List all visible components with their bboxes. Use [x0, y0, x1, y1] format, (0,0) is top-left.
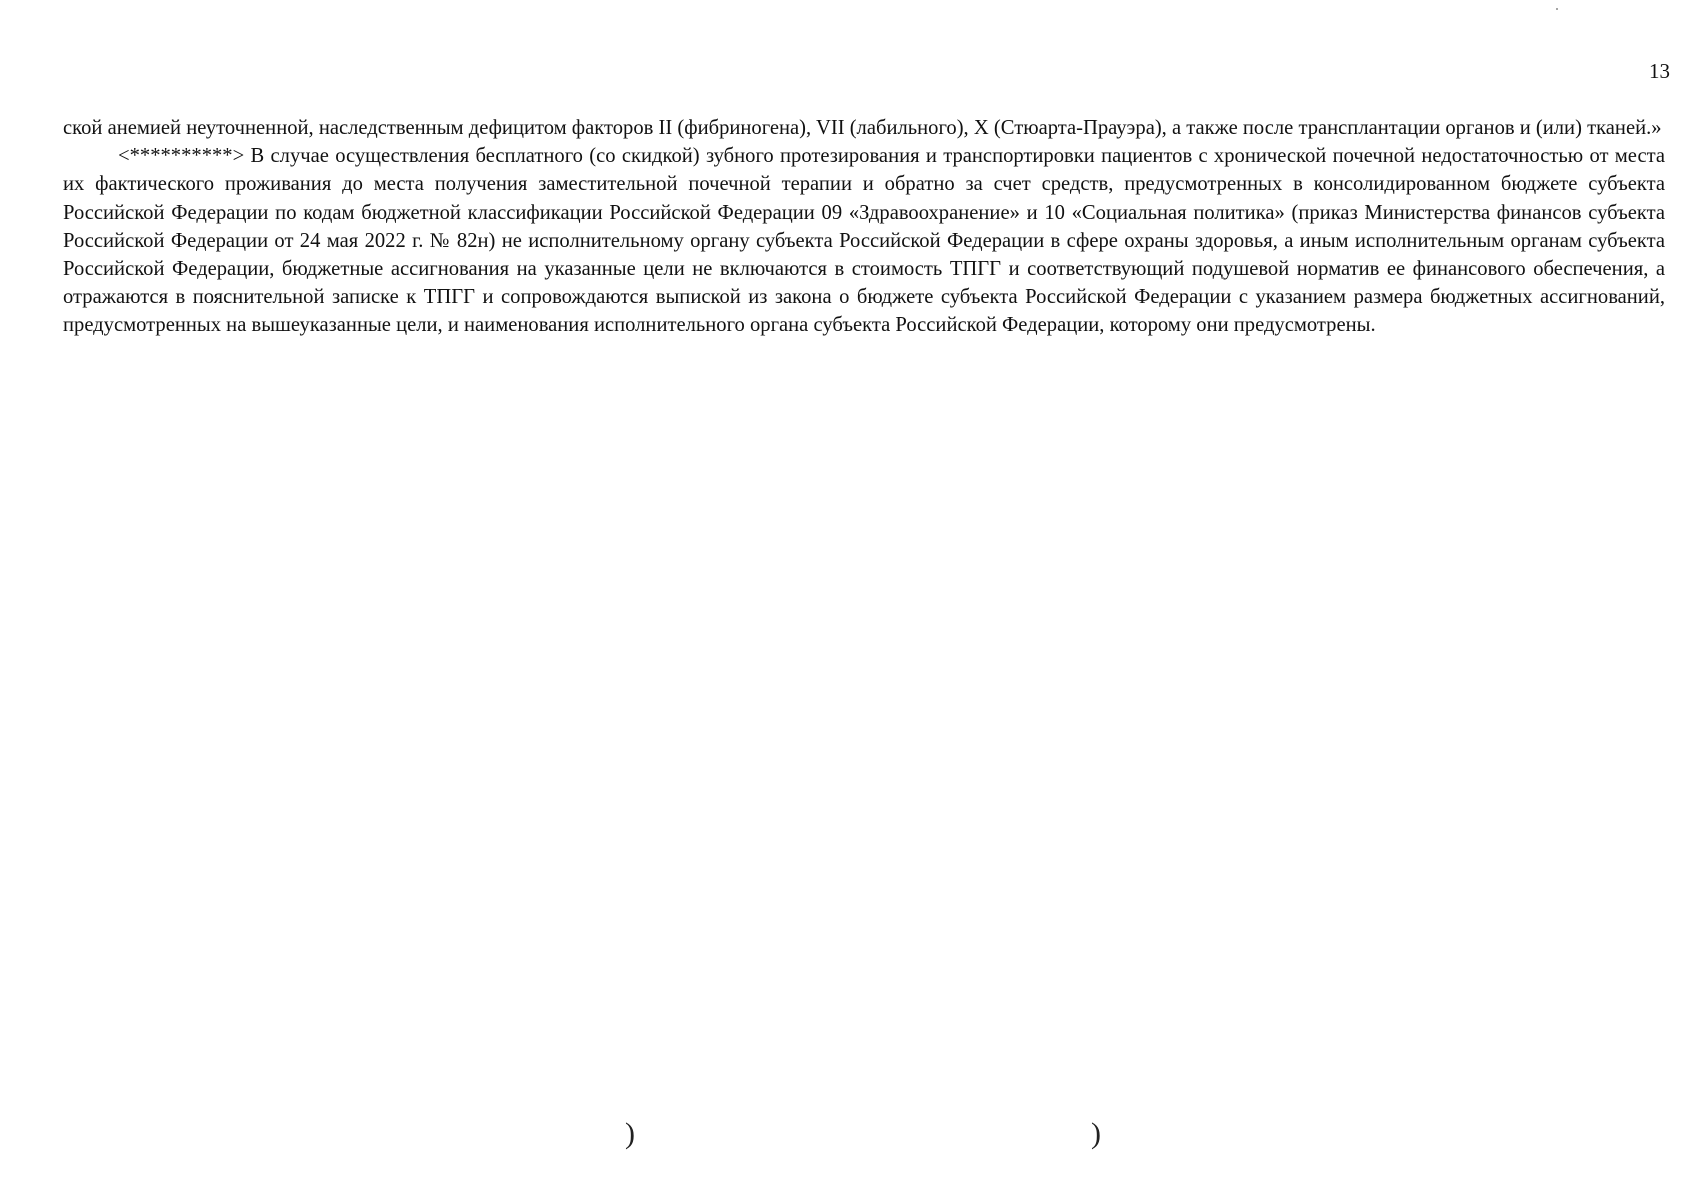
scan-speck: [1556, 8, 1558, 10]
document-body: [63, 114, 1665, 340]
scan-mark: ): [625, 1117, 635, 1150]
paragraph-footnote: <**********> В случае осуществления бесплатного (со скидкой) зубного протезирования и транспортировки пациентов с хронической почечной недостаточностью от места их фактического проживания до места получения заместительной почечной терапии и обратно за счет средств, предусмотренных в консолидированном бюджете субъекта Российской Федерации по кодам бюджетной классификации Российской Федерации 09 «Здравоохранение» и 10 «Социальная политика» (приказ Министерства финансов субъекта Российской Федерации от 24 мая 2022 г. № 82н) не исполнительному органу субъекта Российской Федерации в сфере охраны здоровья, а иным исполнительным органам субъекта Российской Федерации, бюджетные ассигнования на указанные цели не включаются в стоимость ТПГГ и соответствующий подушевой норматив ее финансового обеспечения, а отражаются в пояснительной записке к ТПГГ и сопровождаются выпиской из закона о бюджете субъекта Российской Федерации с указанием размера бюджетных ассигнований, предусмотренных на вышеуказанные цели, и наименования исполнительного органа субъекта Российской Федерации, которому они предусмотрены.: [63, 145, 1665, 337]
page-number: 13: [1649, 59, 1670, 83]
scan-mark: ): [1091, 1117, 1101, 1150]
paragraph-continuation: ской анемией неуточненной, наследственным дефицитом факторов II (фибриногена), VII (лабильного), X (Стюарта-Прауэра), а также после трансплантации органов и (или) тканей.»: [63, 117, 1662, 139]
